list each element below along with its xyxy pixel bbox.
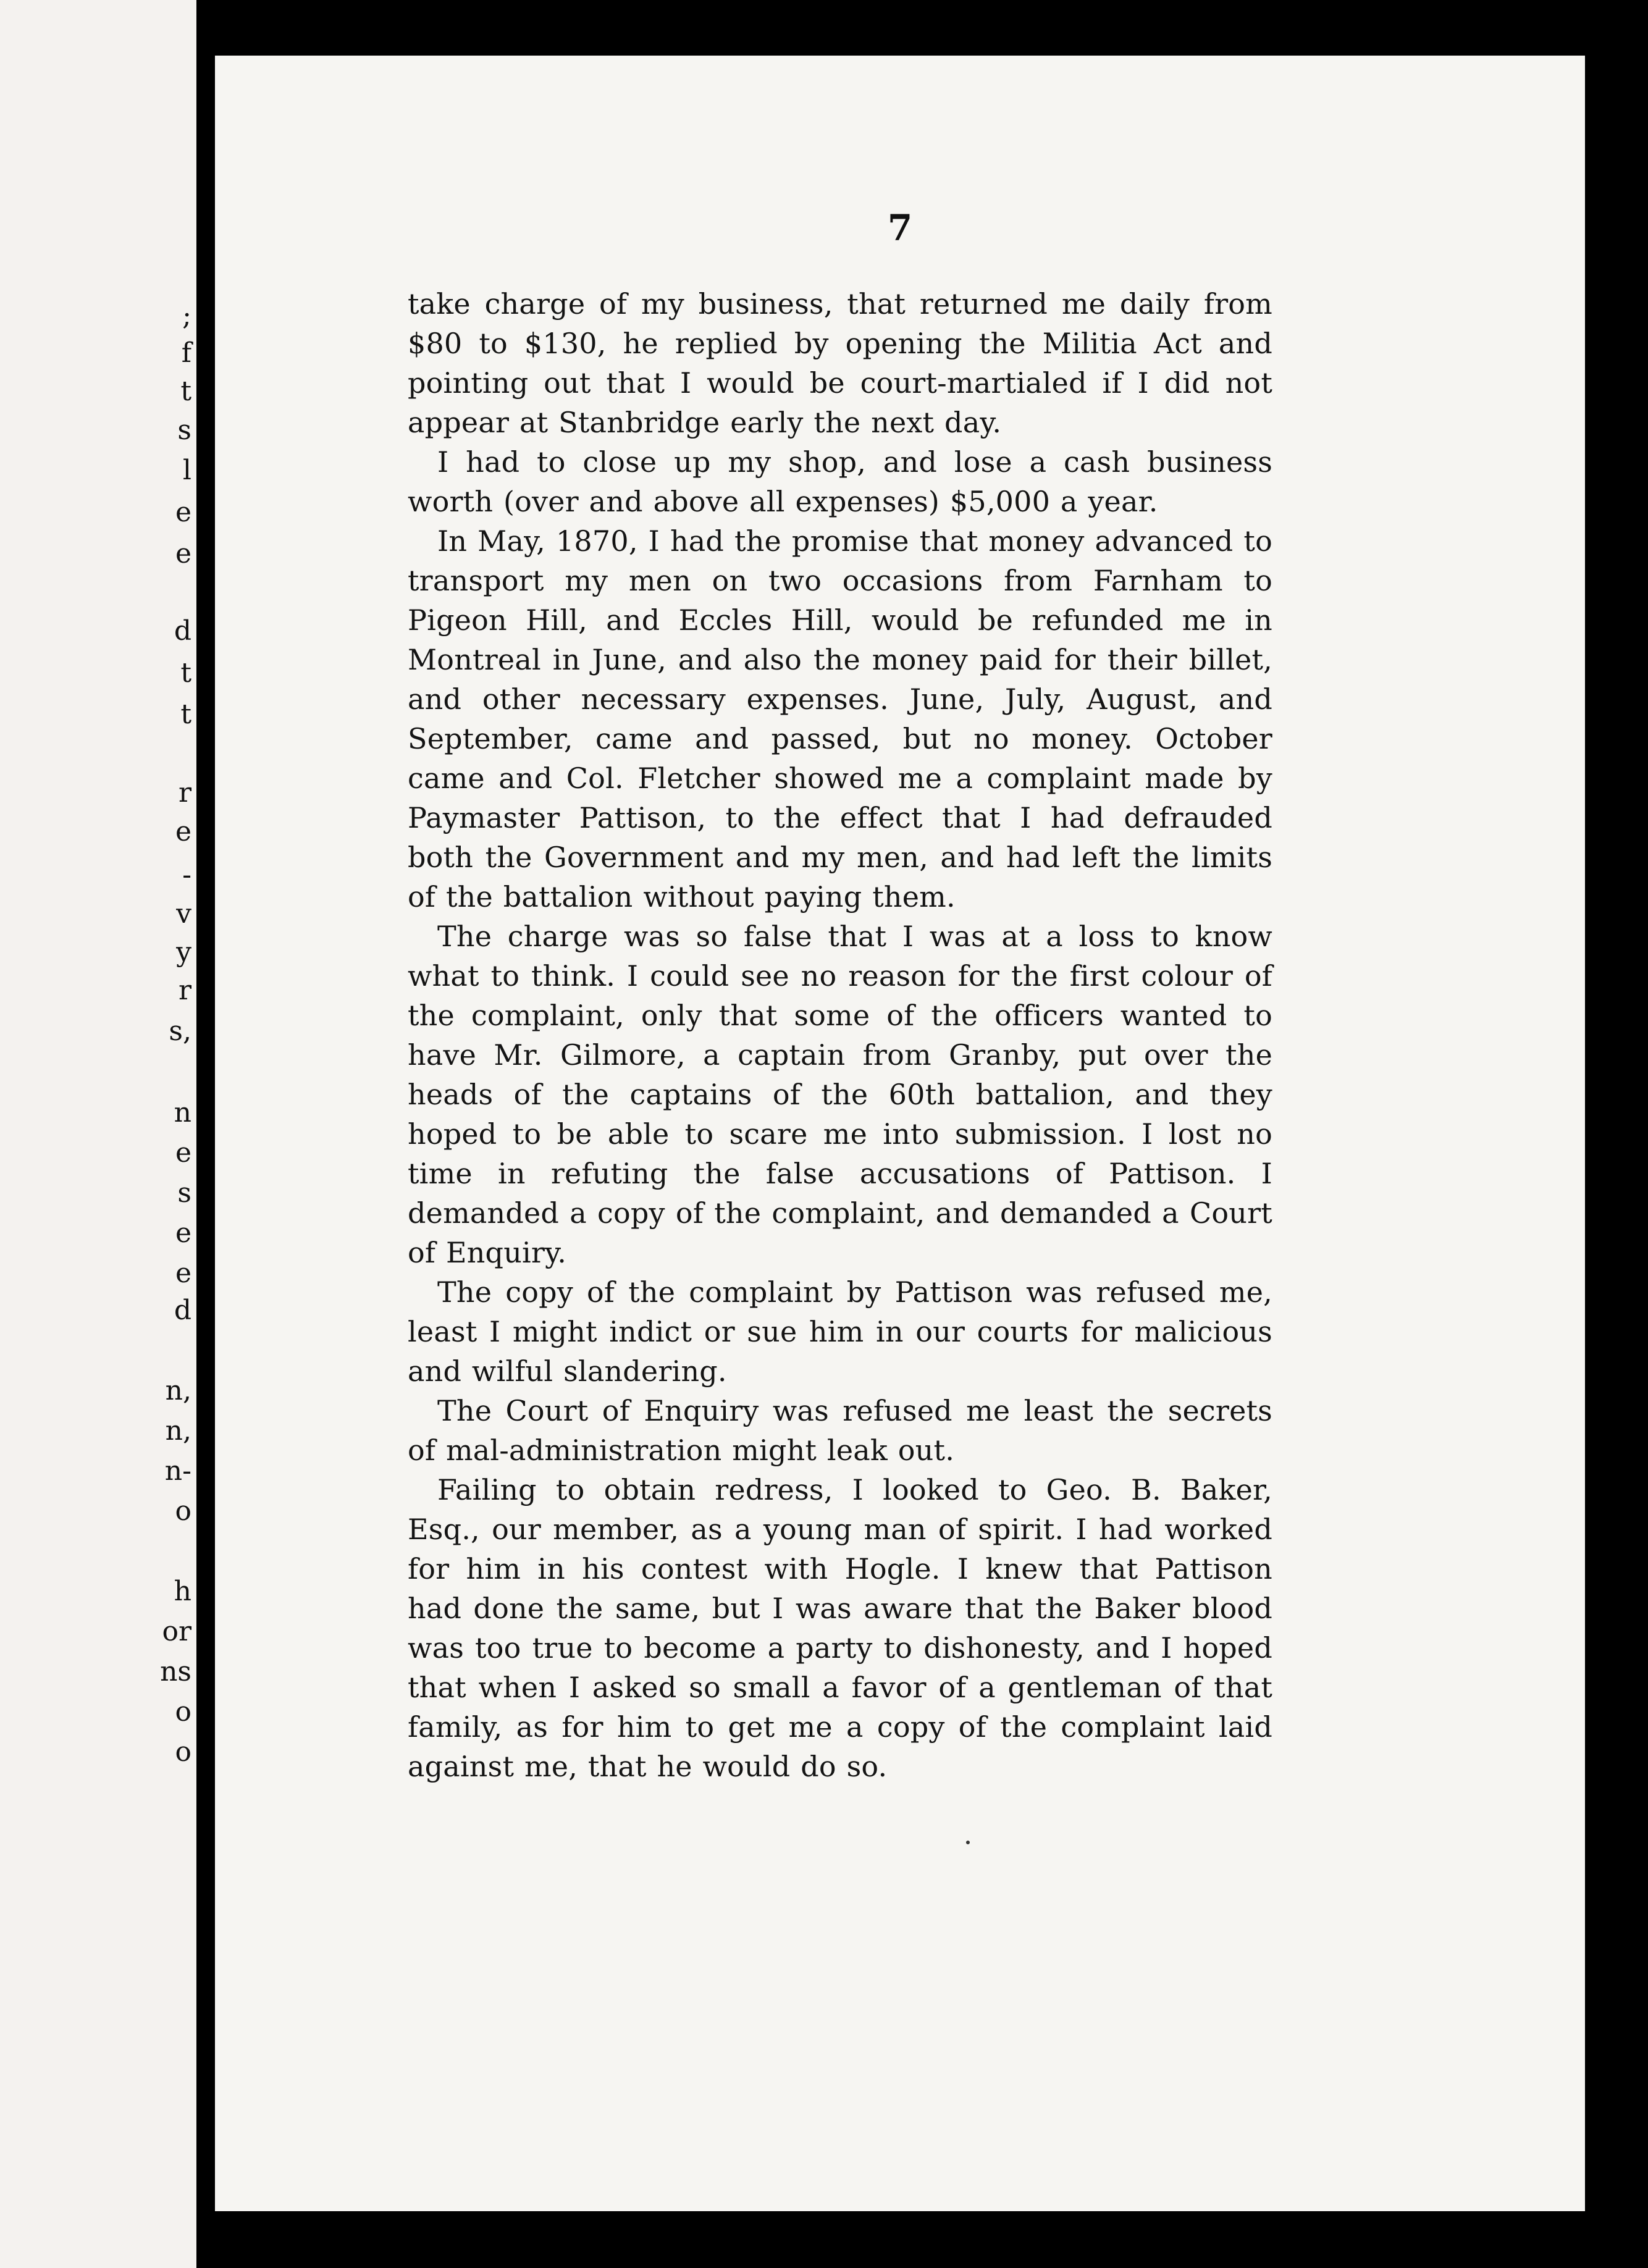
edge-char: n, (165, 1375, 191, 1406)
edge-char: e (175, 816, 191, 847)
edge-char: s (177, 414, 191, 446)
paragraph: The Court of Enquiry was refused me least the secrets of mal-administration might leak out. (408, 1394, 1272, 1467)
edge-char: ; (182, 300, 191, 332)
edge-char: e (175, 1258, 191, 1289)
paragraph: Failing to obtain redress, I looked to Geo. B. Baker, Esq., our member, as a young man of spirit. I had worked for him in his contest with Hogle. I knew that Pattison had done the same, but I was aware that the Baker blood was too true to become a party to dishonesty, and I hoped that when I asked so small a favor of a gentleman of that family, as for him to get me a copy of the complaint laid against me, that he would do so. (408, 1473, 1272, 1783)
edge-char: o (175, 1736, 191, 1768)
edge-char: t (180, 699, 191, 730)
paragraph: I had to close up my shop, and lose a cash business worth (over and above all expenses) $5,000 a year. (408, 445, 1272, 518)
ink-speck (966, 1841, 970, 1844)
edge-char: f (181, 337, 191, 369)
edge-char: t (180, 376, 191, 407)
edge-char: e (175, 497, 191, 528)
document-page (215, 56, 1585, 2211)
page-number: 7 (887, 207, 913, 249)
edge-char: e (175, 538, 191, 569)
paragraph: The charge was so false that I was at a loss to know what to think. I could see no reason for the first colour of the complaint, only that some of the officers wanted to have Mr. Gilmore, a captain from Granby, put over the heads of the captains of the 60th battalion, and they hoped to be able to scare me into submission. I lost no time in refuting the false accusations of Pattison. I demanded a copy of the complaint, and demanded a Court of Enquiry. (408, 920, 1272, 1269)
edge-char: e (175, 1137, 191, 1169)
edge-char: h (174, 1576, 191, 1607)
paragraph: The copy of the complaint by Pattison was refused me, least I might indict or sue him in our courts for malicious and wilful slandering. (408, 1275, 1272, 1388)
edge-char: n- (164, 1455, 191, 1487)
edge-char: v (176, 898, 191, 930)
edge-char: d (174, 615, 191, 647)
edge-char: y (176, 936, 191, 968)
edge-char: s (177, 1177, 191, 1209)
edge-char: or (162, 1616, 191, 1647)
edge-char: ns (160, 1656, 191, 1687)
edge-char: o (175, 1696, 191, 1728)
edge-char: e (175, 1217, 191, 1249)
edge-char: d (174, 1295, 191, 1326)
edge-char: s, (169, 1015, 191, 1047)
body-text (408, 284, 1272, 1786)
paragraph: In May, 1870, I had the promise that money advanced to transport my men on two occasions from Farnham to Pigeon Hill, and Eccles Hill, would be refunded me in Montreal in June, and also the money paid for their billet, and other necessary expenses. June, July, August, and September, came and passed, but no money. October came and Col. Fletcher showed me a complaint made by Paymaster Pattison, to the effect that I had defrauded both the Government and my men, and had left the limits of the battalion without paying them. (408, 524, 1272, 914)
edge-char: r (178, 777, 191, 808)
facing-page-edge (0, 0, 196, 2268)
edge-char: r (178, 975, 191, 1006)
paragraph: take charge of my business, that returned me daily from $80 to $130, he replied by opening the Militia Act and pointing out that I would be court-martialed if I did not appear at Stanbridge early the next day. (408, 287, 1272, 439)
edge-char: l (182, 455, 191, 486)
edge-char: n, (165, 1415, 191, 1447)
edge-char: - (182, 859, 191, 891)
edge-char: t (180, 657, 191, 689)
edge-char: n (174, 1097, 191, 1128)
edge-char: o (175, 1495, 191, 1527)
